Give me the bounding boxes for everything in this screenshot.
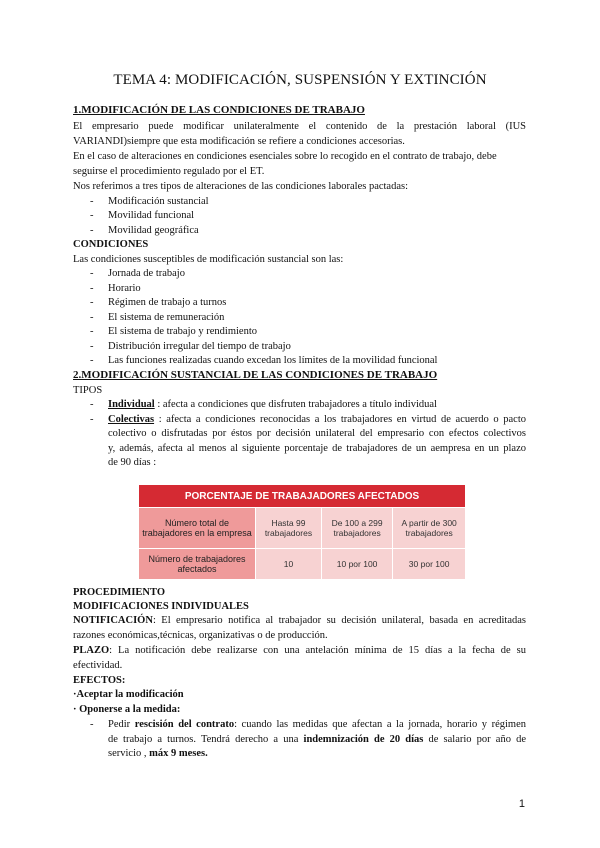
conditions-heading: CONDICIONES [73, 239, 149, 250]
table-cell: 10 por 100 [321, 549, 392, 580]
tipos-label: TIPOS [73, 385, 103, 396]
s1-paragraph-1-line-2: VARIANDI)siempre que esta modificación se refiere a condiciones accesorias. [73, 136, 405, 147]
individual-label: Individual [108, 399, 155, 410]
oponerse-item: · Oponerse a la medida: [73, 704, 181, 715]
percentage-table [138, 484, 466, 580]
notificacion-line-1: NOTIFICACIÓN: El empresario notifica al trabajador su decisión unilateral, basada en acreditadas [73, 615, 526, 626]
table-row-label: Número total de trabajadores en la empresa [139, 508, 256, 549]
procedimiento-heading: PROCEDIMIENTO [73, 587, 165, 598]
page-number: 1 [518, 798, 525, 810]
table-cell: A partir de 300 trabajadores [393, 508, 466, 549]
aceptar-item: ·Aceptar la modificación [73, 689, 184, 700]
table-cell: 10 [256, 549, 322, 580]
table-row-label: Número de trabajadores afectados [139, 549, 256, 580]
plazo-line-1: PLAZO: La notificación debe realizarse con una antelación mínima de 15 días a la fecha de su [73, 645, 526, 656]
conditions-intro: Las condiciones susceptibles de modificación sustancial son las: [73, 254, 344, 265]
colectivas-label: Colectivas [108, 414, 155, 425]
individual-mods-heading: MODIFICACIONES INDIVIDUALES [73, 601, 249, 612]
table-cell: Hasta 99 trabajadores [256, 508, 322, 549]
table-cell: De 100 a 299 trabajadores [321, 508, 392, 549]
table-cell: 30 por 100 [393, 549, 466, 580]
page-title: TEMA 4: MODIFICACIÓN, SUSPENSIÓN Y EXTINCIÓN [113, 72, 487, 88]
s1-paragraph-3: Nos referimos a tres tipos de alteraciones de las condiciones laborales pactadas: [73, 181, 409, 192]
document-page: TEMA 4: MODIFICACIÓN, SUSPENSIÓN Y EXTINCIÓN 1.MODIFICACIÓN DE LAS CONDICIONES DE TRABAJO El empresario puede modificar unilateralmente el contenido de la prestación laboral (IUS VARIANDI)siempre que esta modificación se refiere a condiciones accesorias. En el caso de alteraciones en condiciones esenciales sobre lo recogido en el contrato de trabajo, debe seguirse el procedimiento regulado por el ET. Nos referimos a tres tipos de alteraciones de las condiciones laborales pactadas: - Modificación sustancial - Movilidad funcional - Movilidad geográfica CONDICIONES Las condiciones susceptibles de modificación sustancial son las: - Jornada de trabajo - Horario - Régimen de trabajo a turnos - El sistema de remuneración - El sistema de trabajo y rendimiento - Distribución irregular del tiempo de trabajo - Las funciones realizadas cuando excedan los límites de la movilidad funcional 2.MODIFICACIÓN SUSTANCIAL DE LAS CONDICIONES DE TRABAJO TIPOS - Individual : afecta a condiciones que disfruten trabajadores a título individual - Colectivas : afecta a condiciones reconocidas a los trabajadores en virtud de acuerdo o pacto colectivo o disfrutadas por éstos por decisión unilateral del empresario con efectos colectivos y, además, afecta al menos al siguiente porcentaje de trabajadores de un aempresa en un plazo de 90 días : PORCENTAJE DE TRABAJADORES AFECTADOS Número total de trabajadores en la empresa Hasta 99 trabajadores De 100 a 299 trabajadores A partir de 300 trabajadores Número de trabajadores afectados 10 10 por 100 30 por 100 PROCEDIMIENTO MODIFICACIONES INDIVIDUALES NOTIFICACIÓN: El empresario notifica al trabajador su decisión unilateral, basada en acreditadas razones económicas,técnicas, organizativas o de producción. PLAZO: La notificación debe realizarse con una antelación mínima de 15 días a la fecha de su efectividad. EFECTOS: ·Aceptar la modificación · Oponerse a la medida: - Pedir rescisión del contrato: cuando las medidas que afectan a la jornada, horario y régimen de trabajo a turnos. Tendrá derecho a una indemnización de 20 días de salario por año de servicio , máx 9 meses. 1 [0, 0, 600, 848]
table-header: PORCENTAJE DE TRABAJADORES AFECTADOS [139, 485, 466, 508]
s1-paragraph-2-line-1: En el caso de alteraciones en condiciones esenciales sobre lo recogido en el contrato de trabajo, debe [73, 151, 497, 162]
section-2-heading: 2.MODIFICACIÓN SUSTANCIAL DE LAS CONDICIONES DE TRABAJO [73, 369, 438, 381]
notificacion-line-2: razones económicas,técnicas, organizativas o de producción. [73, 630, 328, 641]
plazo-line-2: efectividad. [73, 660, 123, 671]
individual-text: : afecta a condiciones que disfruten trabajadores a título individual [157, 399, 437, 410]
efectos-heading: EFECTOS: [73, 675, 126, 686]
section-1-heading: 1.MODIFICACIÓN DE LAS CONDICIONES DE TRABAJO [73, 104, 365, 116]
s1-paragraph-2-line-2: seguirse el procedimiento regulado por el ET. [73, 166, 265, 177]
colectivas-line-1: : afecta a condiciones reconocidas a los trabajadores en virtud de acuerdo o pacto [158, 414, 527, 425]
s1-paragraph-1-line-1: El empresario puede modificar unilateralmente el contenido de la prestación laboral (IUS [73, 121, 526, 132]
